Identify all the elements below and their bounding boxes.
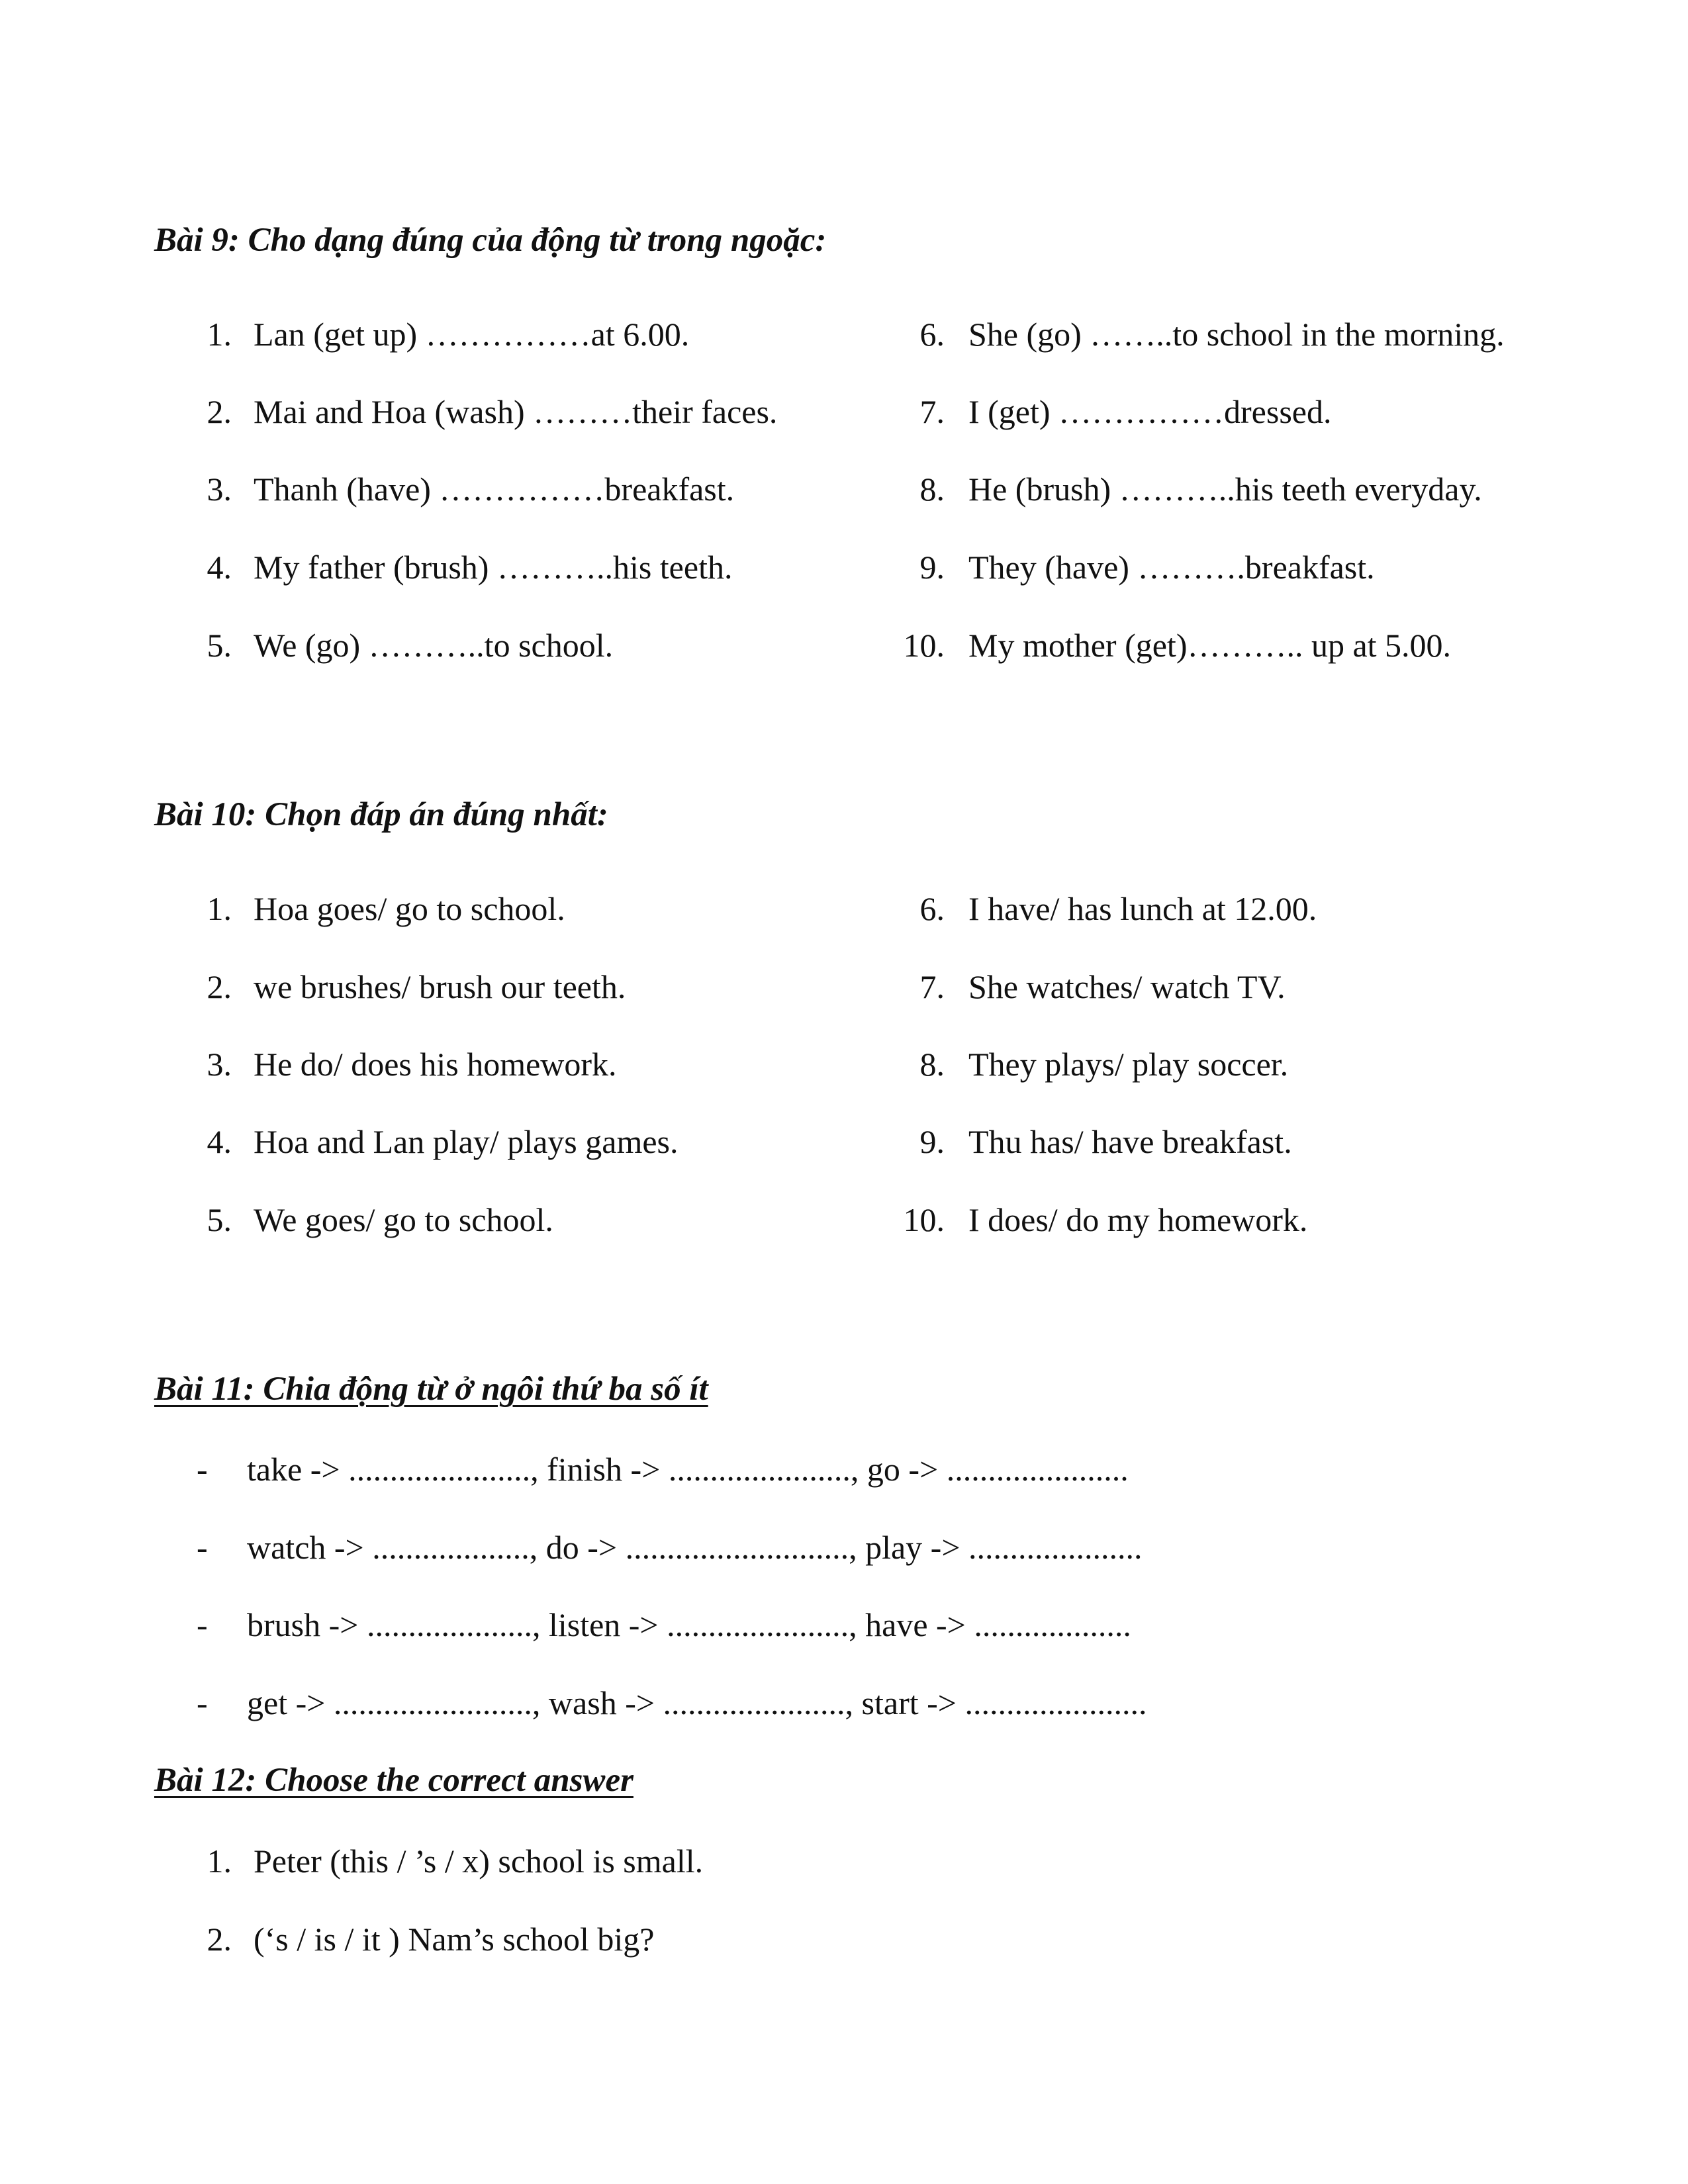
exercise-9-title: Bài 9: Cho dạng đúng của động từ trong ngoặc: — [154, 222, 827, 259]
item-number: 1. — [207, 890, 232, 927]
item-number: 1. — [207, 1843, 232, 1880]
exercise-10-title: Bài 10: Chọn đáp án đúng nhất: — [154, 796, 608, 833]
item-number: 4. — [207, 1123, 232, 1160]
item-number: 10. — [903, 1201, 945, 1238]
item-text: Hoa goes/ go to school. — [254, 890, 565, 927]
item-text: we brushes/ brush our teeth. — [254, 968, 626, 1005]
item-text: She (go) ……..to school in the morning. — [968, 316, 1505, 353]
item-text: We goes/ go to school. — [254, 1201, 553, 1238]
item-number: 8. — [919, 471, 945, 508]
item-text: take -> ......................, finish -> ......................, go -> ...................... — [247, 1451, 1129, 1488]
item-text: I (get) ……………dressed. — [968, 393, 1332, 430]
item-text: Lan (get up) ……………at 6.00. — [254, 316, 690, 353]
item-number: 9. — [919, 549, 945, 586]
item-text: He do/ does his homework. — [254, 1046, 617, 1083]
item-text: Thanh (have) ……………breakfast. — [254, 471, 735, 508]
item-number: 5. — [207, 627, 232, 664]
item-text: (‘s / is / it ) Nam’s school big? — [254, 1921, 655, 1958]
item-text: They plays/ play soccer. — [968, 1046, 1289, 1083]
item-text: They (have) ……….breakfast. — [968, 549, 1375, 586]
item-text: Peter (this / ’s / x) school is small. — [254, 1843, 704, 1880]
item-number: 1. — [207, 316, 232, 353]
bullet-dash: - — [197, 1451, 208, 1488]
bullet-dash: - — [197, 1684, 208, 1721]
item-number: 8. — [919, 1046, 945, 1083]
item-text: My father (brush) ………..his teeth. — [254, 549, 733, 586]
item-text: My mother (get)……….. up at 5.00. — [968, 627, 1452, 664]
item-number: 2. — [207, 968, 232, 1005]
item-number: 7. — [919, 393, 945, 430]
item-text: watch -> ..................., do -> ..........................., play -> ..................... — [247, 1529, 1143, 1566]
item-number: 6. — [919, 890, 945, 927]
item-number: 5. — [207, 1201, 232, 1238]
item-text: Thu has/ have breakfast. — [968, 1123, 1292, 1160]
item-number: 2. — [207, 1921, 232, 1958]
bullet-dash: - — [197, 1606, 208, 1643]
item-number: 10. — [903, 627, 945, 664]
item-text: get -> ........................, wash -> ......................, start -> ...................... — [247, 1684, 1147, 1721]
item-number: 2. — [207, 393, 232, 430]
item-text: I have/ has lunch at 12.00. — [968, 890, 1317, 927]
item-number: 3. — [207, 1046, 232, 1083]
item-number: 4. — [207, 549, 232, 586]
item-number: 3. — [207, 471, 232, 508]
bullet-dash: - — [197, 1529, 208, 1566]
item-text: brush -> ...................., listen -> ......................, have -> ................... — [247, 1606, 1131, 1643]
item-text: He (brush) ………..his teeth everyday. — [968, 471, 1482, 508]
item-number: 9. — [919, 1123, 945, 1160]
item-text: We (go) ………..to school. — [254, 627, 614, 664]
item-number: 7. — [919, 968, 945, 1005]
item-text: She watches/ watch TV. — [968, 968, 1286, 1005]
item-number: 6. — [919, 316, 945, 353]
item-text: I does/ do my homework. — [968, 1201, 1308, 1238]
item-text: Mai and Hoa (wash) ………their faces. — [254, 393, 778, 430]
exercise-12-title: Bài 12: Choose the correct answer — [154, 1762, 633, 1799]
exercise-11-title: Bài 11: Chia động từ ở ngôi thứ ba số ít — [154, 1371, 708, 1408]
item-text: Hoa and Lan play/ plays games. — [254, 1123, 679, 1160]
